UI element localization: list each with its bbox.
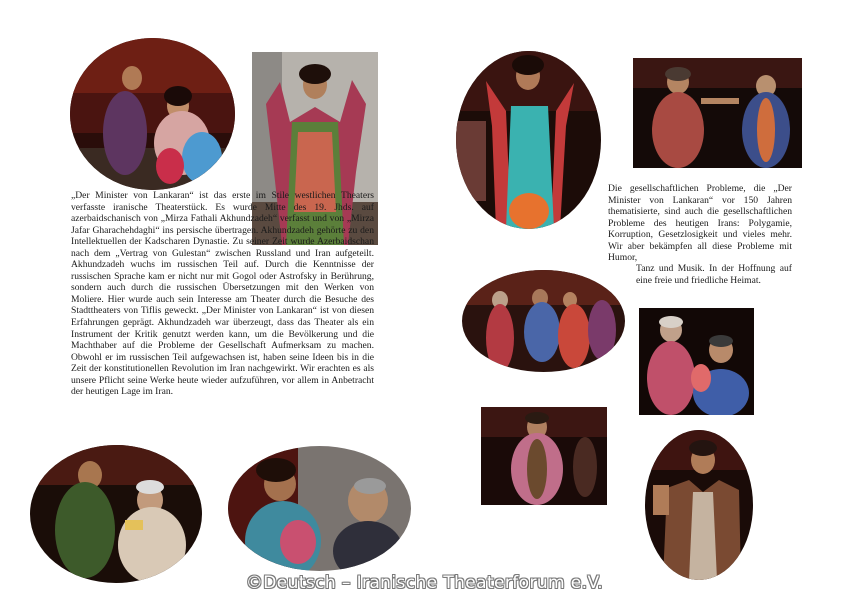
photo-two-men-gift (30, 445, 202, 583)
photo-men-pointing (633, 58, 802, 168)
photo-woman-grabbing-man (228, 446, 411, 571)
intro-text-block: „Der Minister von Lankaran“ ist das erste im Stile westlichen Theaters verfasste iranische Theaterstück. Es wurde Mitte des 19. Jhds. auf azerbaidschanisch von „Mirza Fathali Akhundzadeh“ verfasst und von „Mirza Jafar Gharachehdaghi“ ins persische übertragen. Akhundzadeh gehörte zu den Intellektuellen der Kadscharen Dynastie. Zu seiner Zeit wurde Azerbaidschan nach dem „Vertrag von Gulestan“ zwischen Russland und Iran aufgeteilt. Akhundzadeh wuchs im russischen Teil auf. Durch die Kenntnisse der russischen Sprache kam er nicht nur mit Gogol oder Astrofsky in Berührung, sondern auch durch die russischen Übersetzungen mit den Werken von Moliere. Hier wurde auch sein Interesse am Theater durch die Besuche des Stadttheaters von Tiflis geweckt. „Der Minister von Lankaran“ ist von diesen Erfahrungen geprägt. Akhundzadeh war überzeugt, dass das Theater als ein Instrument der Kritik genutzt werden kann, um die Bevölkerung und die Machthaber auf die Probleme der Gesellschaft Aufmerksam zu machen. Obwohl er im russischen Teil aufgewachsen ist, haben seine Ideen bis in die Zeit der konstitutionellen Revolution im Iran nachgewirkt. Wir erachten es als unsere Pflicht seine Werke heute wieder aufzuführen, vor allem in Anbetracht der heutigen Lage im Iran. (71, 190, 374, 398)
photo-elders-seated (639, 308, 754, 415)
photo-couple-on-stage (70, 38, 235, 190)
photo-singer-red-coat (456, 51, 601, 229)
copyright-footer: ©Deutsch – Iranische Theaterforum e.V. (245, 573, 604, 593)
photo-man-singing (481, 407, 607, 505)
hope-text-block: Tanz und Musik. In der Hoffnung auf eine freie und friedliche Heimat. (636, 263, 792, 286)
photo-ensemble-scene (462, 270, 625, 372)
photo-man-brown-robe (645, 430, 753, 580)
problems-text-block: Die gesellschaftlichen Probleme, die „Der Minister von Lankaran“ vor 150 Jahren thematisierte, sind auch die gesellschaftlichen Probleme des heutigen Irans: Polygamie, Korruption, Gesetzlosigkeit und vieles mehr. Wir aber bekämpfen all diese Probleme mit Humor, (608, 183, 792, 264)
